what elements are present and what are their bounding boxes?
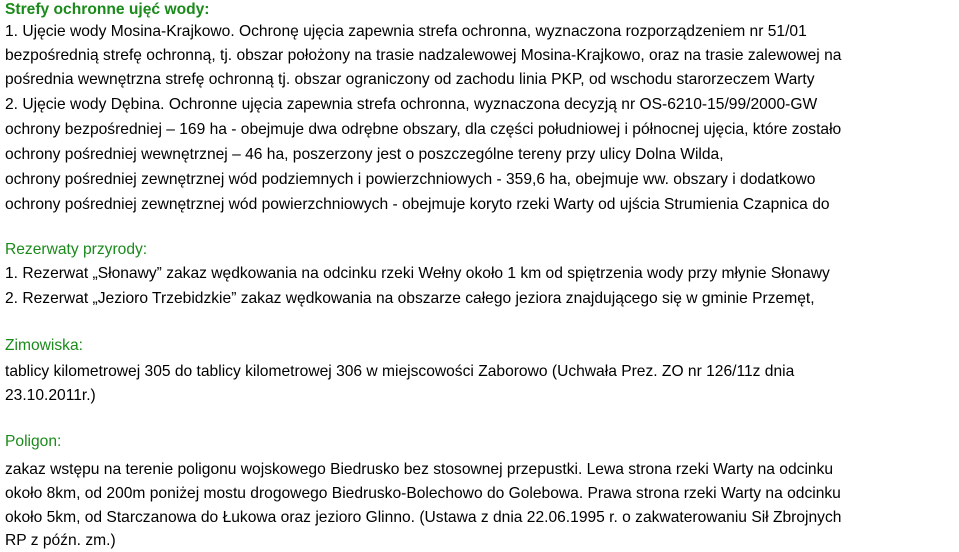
text-line: ochrony pośredniej zewnętrznej wód podziemnych i powierzchniowych - 359,6 ha, obejmuje ww. obszary i dodatkowo — [5, 171, 816, 188]
text-line: ochrony pośredniej wewnętrznej – 46 ha, poszerzony jest o poszczególne tereny przy ulicy Dolna Wilda, — [5, 146, 724, 163]
text-line: 1. Rezerwat „Słonawy” zakaz wędkowania na odcinku rzeki Wełny około 1 km od spiętrzenia wody przy młynie Słonawy — [5, 265, 830, 282]
heading-rezerwaty-przyrody: Rezerwaty przyrody: — [5, 241, 148, 258]
text-line: bezpośrednią strefę ochronną, tj. obszar położony na trasie nadzalewowej Mosina-Krajkowo, oraz na trasie zalewowej na — [5, 47, 842, 64]
heading-zimowiska: Zimowiska: — [5, 337, 83, 354]
text-line: ochrony bezpośredniej – 169 ha - obejmuje dwa odrębne obszary, dla części południowej i północnej ujęcia, które zostało — [5, 121, 842, 138]
text-line: 23.10.2011r.) — [5, 387, 96, 404]
heading-strefy-ochronne: Strefy ochronne ujęć wody: — [5, 1, 210, 18]
text-line: tablicy kilometrowej 305 do tablicy kilometrowej 306 w miejscowości Zaborowo (Uchwała Prez. ZO nr 126/11z dnia — [5, 363, 795, 380]
text-line: 2. Rezerwat „Jezioro Trzebidzkie” zakaz wędkowania na obszarze całego jeziora znajdującego się w gminie Przemęt, — [5, 290, 815, 307]
text-line: 1. Ujęcie wody Mosina-Krajkowo. Ochronę ujęcia zapewnia strefa ochronna, wyznaczona rozporządzeniem nr 51/01 — [5, 23, 807, 40]
text-line: ochrony pośredniej zewnętrznej wód powierzchniowych - obejmuje koryto rzeki Warty od ujścia Strumienia Czapnica do — [5, 196, 830, 213]
text-line: około 8km, od 200m poniżej mostu drogowego Biedrusko-Bolechowo do Golebowa. Prawa strona rzeki Warty na odcinku — [5, 485, 841, 502]
heading-poligon: Poligon: — [5, 433, 62, 450]
text-line: pośrednia wewnętrzna strefę ochronną tj. obszar ograniczony od zachodu linia PKP, od wschodu starorzeczem Warty — [5, 71, 815, 88]
text-line: zakaz wstępu na terenie poligonu wojskowego Biedrusko bez stosownej przepustki. Lewa strona rzeki Warty na odcinku — [5, 461, 834, 478]
text-line: 2. Ujęcie wody Dębina. Ochronne ujęcia zapewnia strefa ochronna, wyznaczona decyzją nr OS-6210-15/99/2000-GW — [5, 96, 818, 113]
text-line: RP z późn. zm.) — [5, 532, 116, 549]
text-line: około 5km, od Starczanowa do Łukowa oraz jezioro Glinno. (Ustawa z dnia 22.06.1995 r. o zakwaterowaniu Sił Zbrojnych — [5, 509, 842, 526]
